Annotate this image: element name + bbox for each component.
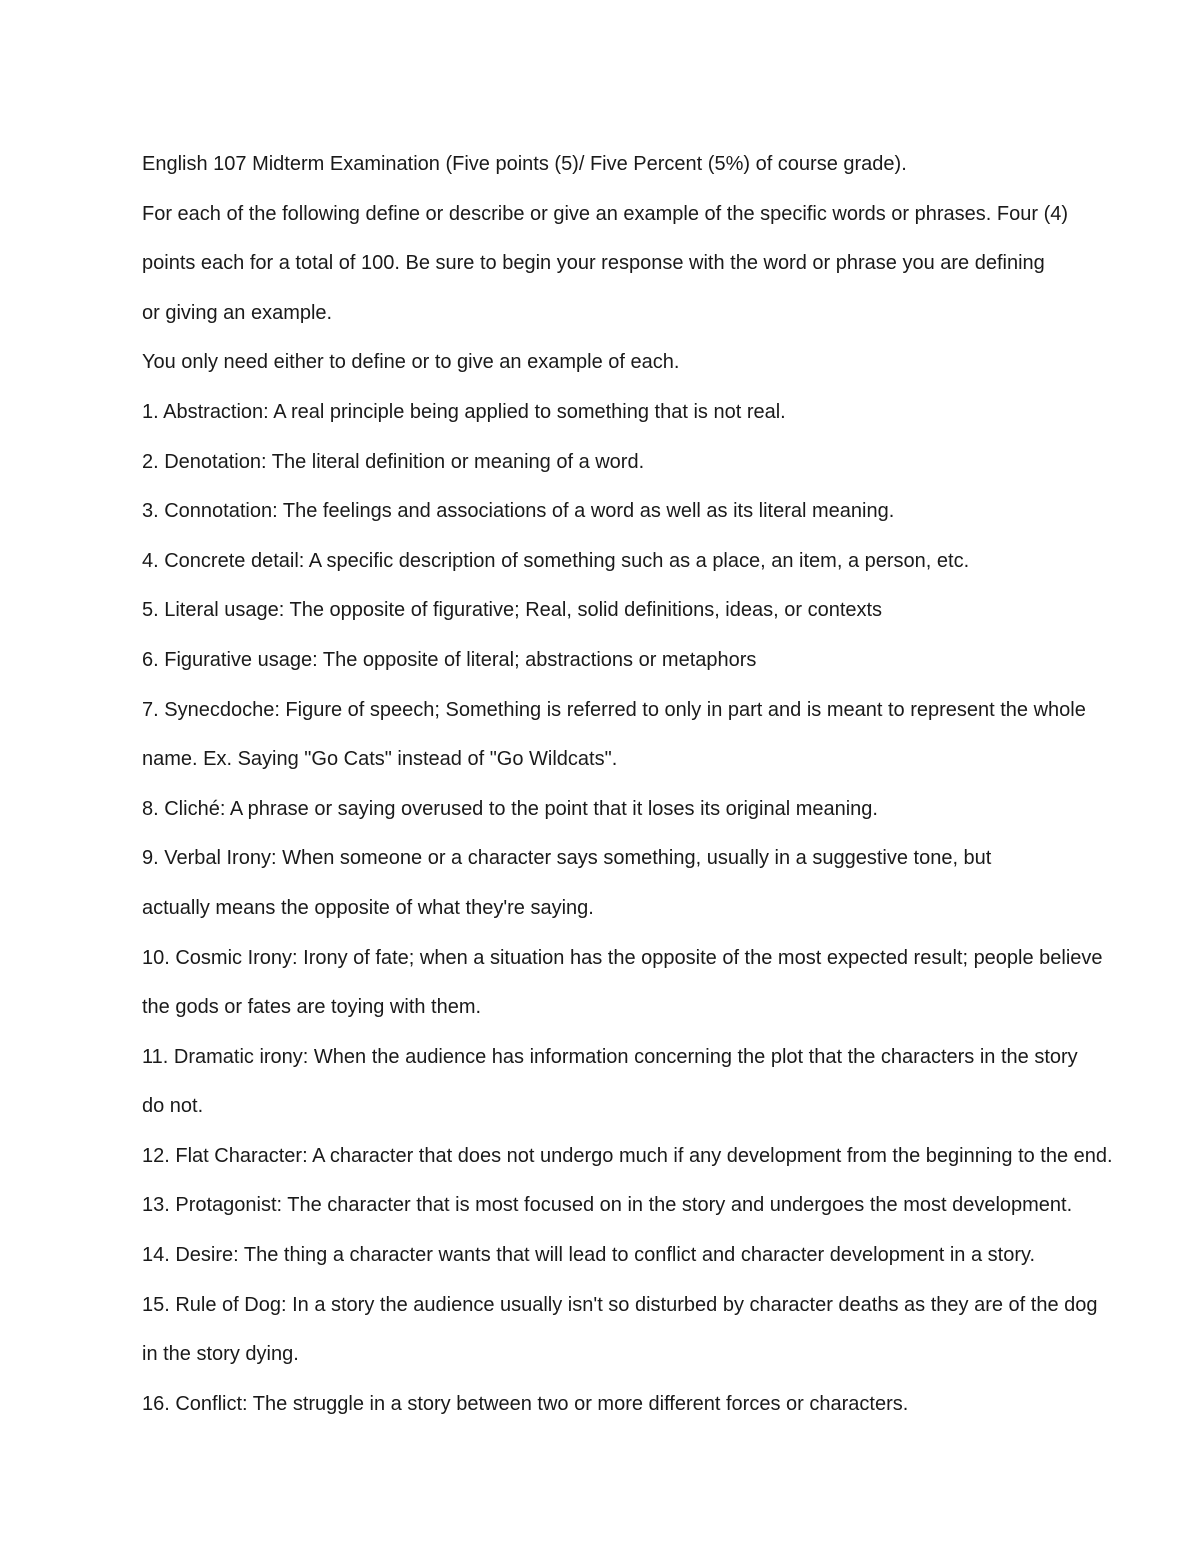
item-concrete-detail: 4. Concrete detail: A specific description of something such as a place, an item, a person, etc.	[142, 549, 970, 572]
item-verbal-irony-continued: actually means the opposite of what they're saying.	[142, 896, 594, 919]
instructions-line: For each of the following define or describe or give an example of the specific words or phrases. Four (4)	[142, 202, 1069, 225]
exam-title: English 107 Midterm Examination (Five points (5)/ Five Percent (5%) of course grade).	[142, 153, 907, 175]
item-conflict: 16. Conflict: The struggle in a story between two or more different forces or characters.	[142, 1392, 909, 1415]
item-cliche: 8. Cliché: A phrase or saying overused to the point that it loses its original meaning.	[142, 797, 878, 820]
item-rule-of-dog-continued: in the story dying.	[142, 1343, 299, 1366]
item-cosmic-irony-continued: the gods or fates are toying with them.	[142, 996, 482, 1019]
item-figurative-usage: 6. Figurative usage: The opposite of literal; abstractions or metaphors	[142, 648, 757, 671]
item-dramatic-irony: 11. Dramatic irony: When the audience has information concerning the plot that the characters in the story	[142, 1045, 1078, 1068]
item-verbal-irony: 9. Verbal Irony: When someone or a character says something, usually in a suggestive tone, but	[142, 847, 992, 870]
item-flat-character: 12. Flat Character: A character that does not undergo much if any development from the beginning to the end.	[142, 1144, 1113, 1167]
item-synecdoche: 7. Synecdoche: Figure of speech; Something is referred to only in part and is meant to represent the whole	[142, 698, 1086, 721]
item-connotation: 3. Connotation: The feelings and associations of a word as well as its literal meaning.	[142, 500, 895, 523]
instructions-line: points each for a total of 100. Be sure to begin your response with the word or phrase you are defining	[142, 252, 1045, 275]
item-synecdoche-continued: name. Ex. Saying "Go Cats" instead of "Go Wildcats".	[142, 748, 618, 771]
item-dramatic-irony-continued: do not.	[142, 1095, 204, 1118]
item-literal-usage: 5. Literal usage: The opposite of figurative; Real, solid definitions, ideas, or contexts	[142, 599, 883, 622]
item-protagonist: 13. Protagonist: The character that is most focused on in the story and undergoes the most development.	[142, 1194, 1073, 1217]
document-body	[142, 140, 1194, 1429]
item-cosmic-irony: 10. Cosmic Irony: Irony of fate; when a situation has the opposite of the most expected result; people believe	[142, 946, 1103, 969]
item-denotation: 2. Denotation: The literal definition or meaning of a word.	[142, 450, 645, 473]
instructions-line: or giving an example.	[142, 301, 333, 324]
instructions-line: You only need either to define or to give an example of each.	[142, 351, 680, 374]
item-desire: 14. Desire: The thing a character wants that will lead to conflict and character development in a story.	[142, 1244, 1036, 1267]
item-abstraction: 1. Abstraction: A real principle being applied to something that is not real.	[142, 400, 786, 423]
item-rule-of-dog: 15. Rule of Dog: In a story the audience usually isn't so disturbed by character deaths as they are of the dog	[142, 1293, 1098, 1316]
